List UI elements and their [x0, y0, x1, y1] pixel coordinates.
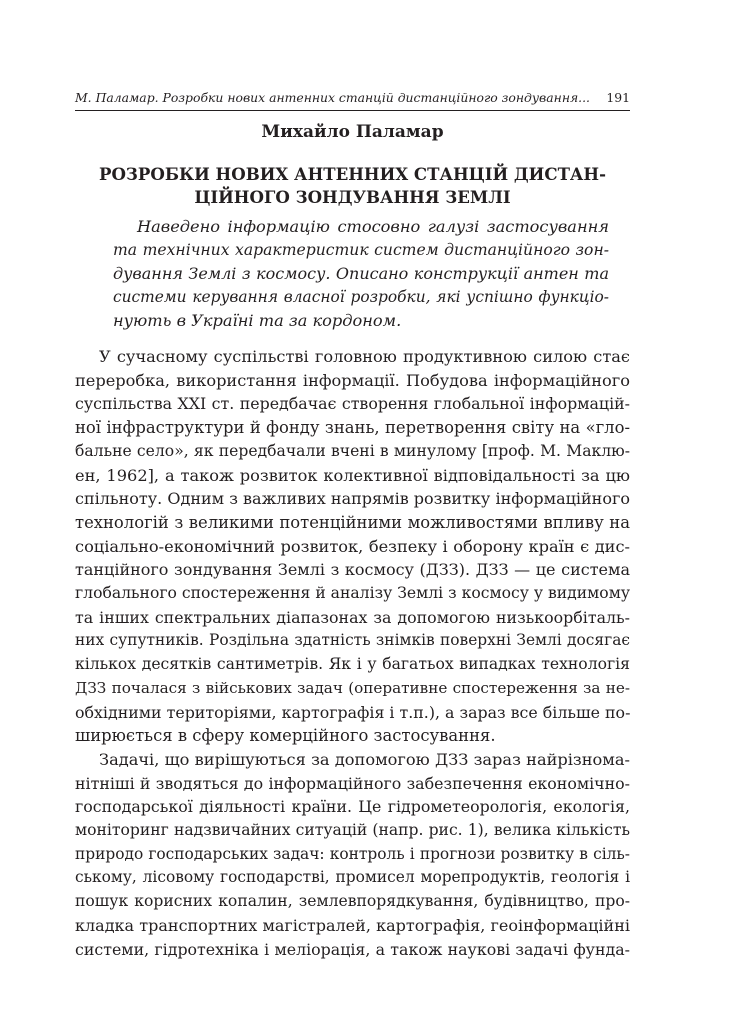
body-line: ському, лісовому господарстві, промисел морепродуктів, геологія і: [75, 868, 630, 887]
title-line: ЦІЙНОГО ЗОНДУВАННЯ ЗЕМЛІ: [194, 187, 511, 207]
abstract-line: та технічних характеристик систем дистанційного зон-: [113, 240, 609, 259]
body-line: ДЗЗ почалася з військових задач (оперативне спостереження за не-: [75, 678, 630, 697]
paragraph: [75, 345, 630, 748]
body-line: кількох десятків сантиметрів. Як і у багатьох випадках технологія: [75, 655, 630, 674]
body-line: обхідними територіями, картографія і т.п.), а зараз все більше по-: [75, 702, 631, 722]
body-line: господарської діяльності країни. Це гідрометеорологія, екологія,: [75, 797, 630, 817]
paragraph: [75, 748, 630, 961]
body-line: У сучасному суспільстві головною продуктивною силою стає: [99, 347, 630, 366]
author-name: Михайло Паламар: [261, 122, 444, 142]
body-line: нітніші й зводяться до інформаційного забезпечення економічно-: [75, 773, 630, 793]
body-line: них супутників. Роздільна здатність знімків поверхні Землі досягає: [75, 631, 630, 650]
body-line: Задачі, що вирішуються за допомогою ДЗЗ зараз найрізнома-: [99, 749, 630, 769]
body-line: соціально-економічний розвиток, безпеку і оборону країн є дис-: [75, 536, 630, 556]
body-line: глобального спостереження й аналізу Землі з космосу у видимому: [75, 584, 630, 603]
body-line: системи, гідротехніка і меліорація, а також наукові задачі фунда-: [75, 939, 630, 959]
body-line: ної інфраструктури й фонду знань, перетворення світу на «гло-: [75, 418, 630, 438]
body-line: переробка, використання інформації. Побудова інформаційного: [75, 370, 630, 390]
body-line: моніторинг надзвичайних ситуацій (напр. рис. 1), велика кількість: [75, 821, 630, 840]
body-line: ен, 1962], а також розвиток колективної відповідальності за цю: [75, 465, 630, 485]
abstract-line: дування Землі з космосу. Описано конструкції антен та: [113, 264, 609, 283]
body-line: суспільства XXI ст. передбачає створення глобальної інформацій-: [75, 394, 630, 414]
body-line: технологій з великими потенційними можливостями впливу на: [75, 512, 630, 532]
abstract: [113, 215, 609, 333]
title-line: РОЗРОБКИ НОВИХ АНТЕННИХ СТАНЦІЙ ДИСТАН-: [99, 164, 606, 184]
article-title: [75, 163, 630, 209]
body-line: природо господарських задач: контроль і прогнози розвитку в сіль-: [75, 844, 630, 863]
abstract-line: Наведено інформацію стосовно галузі застосування: [137, 217, 609, 236]
body-line: пошук корисних копалин, землевпорядкування, будівництво, про-: [75, 892, 630, 911]
body-line: та інших спектральних діапазонах за допомогою низькоорбіталь-: [75, 607, 630, 627]
body-line: бальне село», як передбачали вчені в минулому [проф. М. Маклю-: [75, 441, 630, 460]
running-head-text: М. Паламар. Розробки нових антенних станцій дистанційного зондування...: [75, 90, 590, 105]
running-head: [75, 88, 630, 111]
body-line: танційного зондування Землі з космосу (ДЗЗ). ДЗЗ — це система: [75, 560, 630, 580]
body-line: кладка транспортних магістралей, картографія, геоінформаційні: [75, 915, 630, 935]
body-line: спільноту. Одним з важливих напрямів розвитку інформаційного: [75, 489, 630, 509]
body-line: ширюється в сферу комерційного застосування.: [75, 726, 496, 746]
page-number: 191: [606, 90, 630, 105]
body-text: [75, 345, 630, 961]
abstract-line: системи керування власної розробки, які успішно функціо-: [113, 287, 609, 306]
abstract-line: нують в Україні та за кордоном.: [113, 311, 402, 330]
